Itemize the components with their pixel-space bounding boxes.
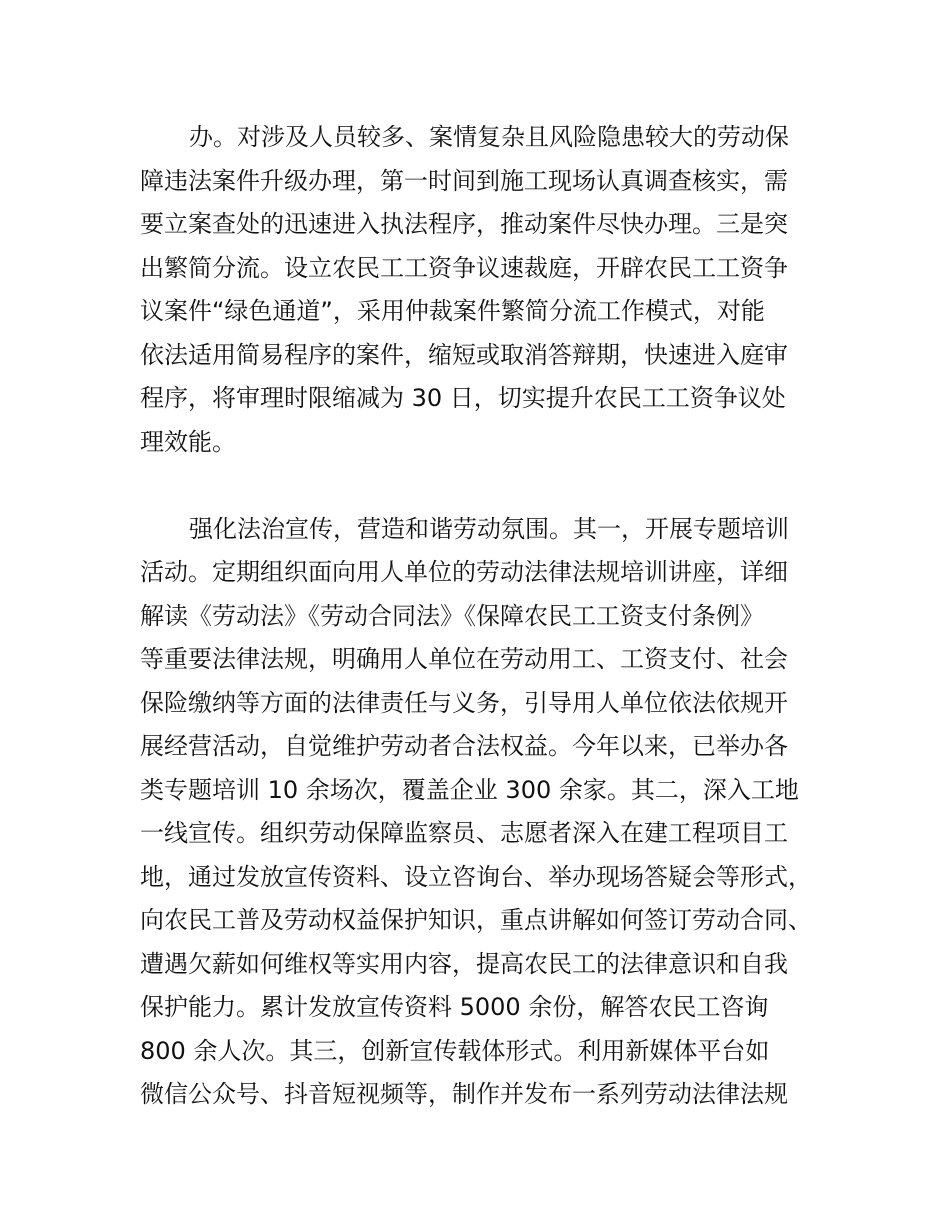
text-line: 等重要法律法规，明确用人单位在劳动用工、工资支付、社会: [140, 645, 788, 673]
body-text: [140, 116, 840, 1117]
text-line: 保险缴纳等方面的法律责任与义务，引导用人单位依法依规开: [140, 688, 788, 717]
text-line: 类专题培训 10 余场次，覆盖企业 300 余家。其二，深入工地: [140, 775, 799, 804]
text-line: 地，通过发放宣传资料、设立咨询台、举办现场答疑会等形式，: [140, 862, 812, 891]
text-line: 活动。定期组织面向用人单位的劳动法律法规培训讲座，详细: [140, 558, 788, 586]
text-line: 微信公众号、抖音短视频等，制作并发布一系列劳动法律法规: [140, 1080, 788, 1108]
text-line: 要立案查处的迅速进入执法程序，推动案件尽快办理。三是突: [140, 210, 788, 238]
text-line: 依法适用简易程序的案件，缩短或取消答辩期，快速进入庭审: [140, 340, 788, 369]
text-line: 向农民工普及劳动权益保护知识，重点讲解如何签订劳动合同、: [140, 906, 812, 934]
text-line: 展经营活动，自觉维护劳动者合法权益。今年以来，已举办各: [140, 732, 788, 760]
paragraph-legal-publicity: [140, 508, 840, 1117]
text-line: 800 余人次。其三，创新宣传载体形式。利用新媒体平台如: [140, 1036, 770, 1065]
text-line: 议案件“绿色通道”，采用仲裁案件繁简分流工作模式，对能: [140, 297, 765, 325]
text-line: 出繁简分流。设立农民工工资争议速裁庭，开辟农民工工资争: [140, 253, 788, 282]
text-line: 一线宣传。组织劳动保障监察员、志愿者深入在建工程项目工: [140, 819, 788, 847]
text-line: 程序，将审理时限缩减为 30 日，切实提升农民工工资争议处: [140, 384, 786, 412]
text-line: 解读《劳动法》《劳动合同法》《保障农民工工资支付条例》: [140, 601, 764, 630]
text-line: 办。对涉及人员较多、案情复杂且风险隐患较大的劳动保: [189, 123, 789, 151]
text-line: 障违法案件升级办理，第一时间到施工现场认真调查核实，需: [140, 166, 788, 195]
text-line: 强化法治宣传，营造和谐劳动氛围。其一，开展专题培训: [189, 514, 789, 543]
text-line: 保护能力。累计发放宣传资料 5000 余份，解答农民工咨询: [140, 993, 769, 1021]
paragraph-spacer: [140, 464, 840, 508]
text-line: 遭遇欠薪如何维权等实用内容，提高农民工的法律意识和自我: [140, 949, 788, 978]
paragraph-case-handling: [140, 116, 840, 464]
text-line: 理效能。: [140, 427, 236, 456]
